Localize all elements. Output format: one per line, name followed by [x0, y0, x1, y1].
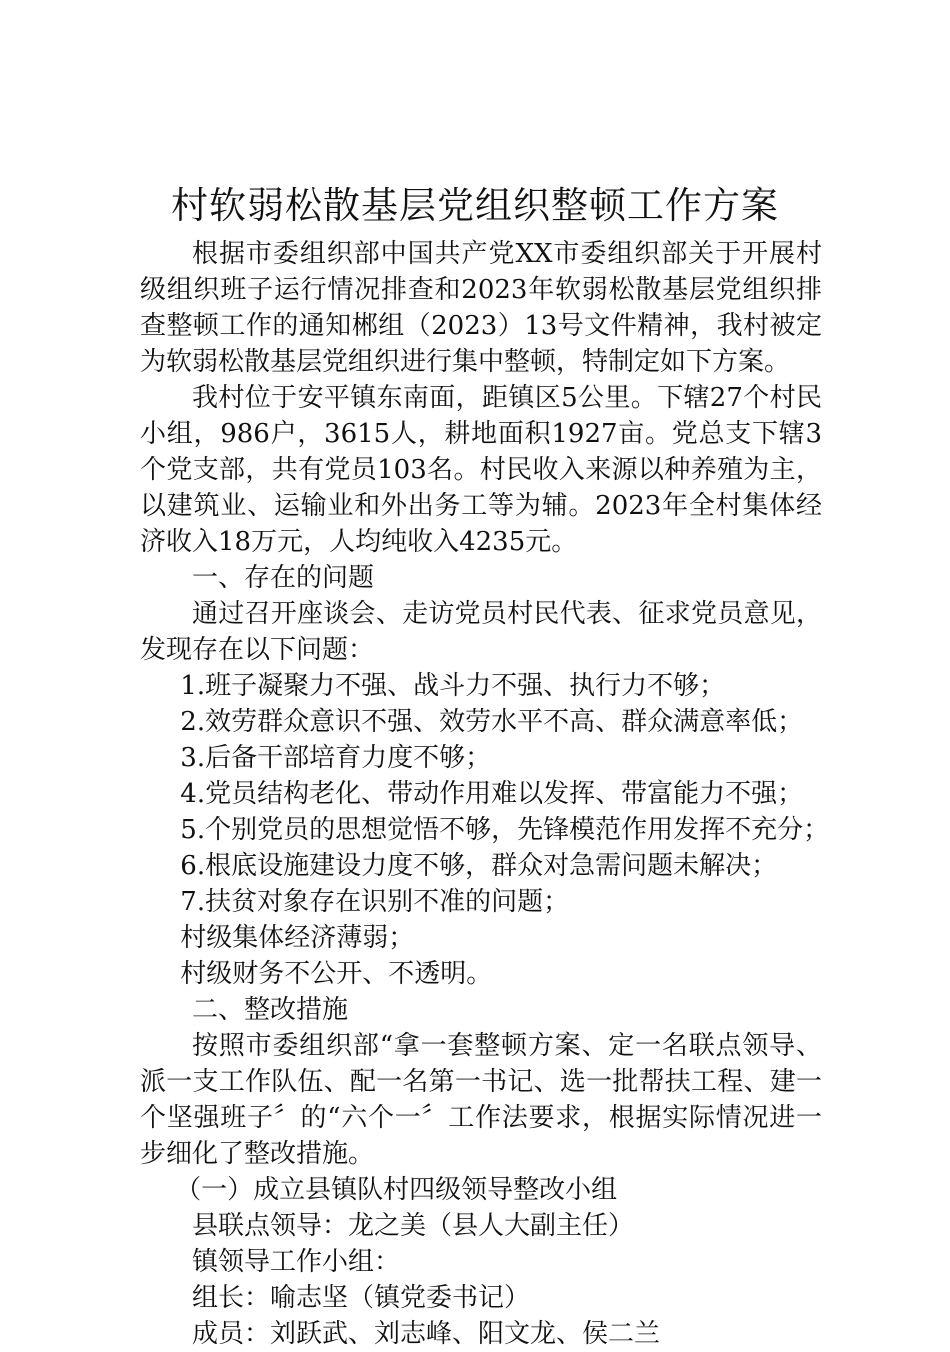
heading-measures: 二、整改措施 [192, 995, 349, 1025]
subheading-leadership-group: （一）成立县镇队村四级领导整改小组 [175, 1175, 618, 1205]
document-title: 村软弱松散基层党组织整顿工作方案 [171, 184, 779, 227]
town-group-line: 镇领导工作小组： [192, 1247, 401, 1277]
document-body [140, 236, 830, 1352]
paragraph-problems-intro: 通过召开座谈会、走访党员村民代表、征求党员意见，发现存在以下问题： [140, 599, 822, 665]
problem-item-1: 1.班子凝聚力不强、战斗力不强、执行力不够； [180, 671, 726, 701]
county-leader-line: 县联点领导：龙之美（县人大副主任） [192, 1211, 635, 1241]
problem-extra-2: 村级财务不公开、不透明。 [180, 959, 493, 989]
paragraph-measures: 按照市委组织部“拿一套整顿方案、定一名联点领导、派一支工作队伍、配一名第一书记、选一批帮扶工程、建一个坚强班子〞的“六个一〞工作法要求，根据实际情况进一步细化了整改措施。 [140, 1031, 822, 1169]
paragraph-overview: 我村位于安平镇东南面，距镇区5公里。下辖27个村民小组，986户，3615人，耕地面积1927亩。党总支下辖3个党支部，共有党员103名。村民收入来源以种养殖为主，以建筑业、运输业和外出务工等为辅。2023年全村集体经济收入18万元，人均纯收入4235元。 [140, 383, 822, 557]
problem-item-7: 7.扶贫对象存在识别不准的问题； [180, 887, 570, 917]
heading-problems: 一、存在的问题 [192, 563, 375, 593]
group-members-line: 成员：刘跃武、刘志峰、阳文龙、侯二兰 [192, 1319, 661, 1349]
problem-item-4: 4.党员结构老化、带动作用难以发挥、带富能力不强； [180, 779, 804, 809]
group-leader-line: 组长：喻志坚（镇党委书记） [192, 1283, 531, 1313]
problem-item-5: 5.个别党员的思想觉悟不够，先锋模范作用发挥不充分； [180, 815, 830, 845]
problem-item-3: 3.后备干部培育力度不够； [180, 743, 492, 773]
problem-item-6: 6.根底设施建设力度不够，群众对急需问题未解决； [180, 851, 778, 881]
problem-extra-1: 村级集体经济薄弱； [180, 923, 415, 953]
problem-item-2: 2.效劳群众意识不强、效劳水平不高、群众满意率低； [180, 707, 804, 737]
paragraph-intro: 根据市委组织部中国共产党XX市委组织部关于开展村级组织班子运行情况排查和2023年软弱松散基层党组织排查整顿工作的通知郴组（2023）13号文件精神，我村被定为软弱松散基层党组织进行集中整顿，特制定如下方案。 [140, 239, 822, 377]
